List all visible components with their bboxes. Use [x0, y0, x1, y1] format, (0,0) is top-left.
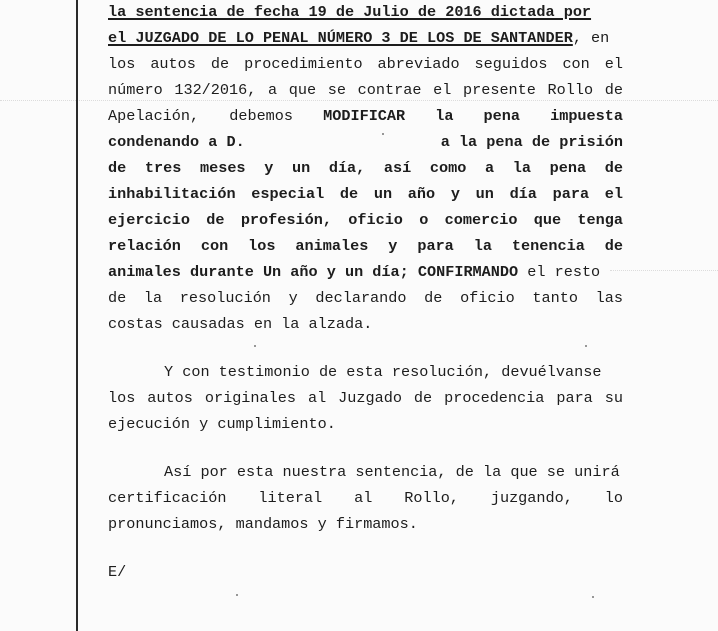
- ruling-line-text: la sentencia de fecha 19 de Julio de 2016 dictada por: [108, 3, 592, 21]
- ruling-line: [108, 461, 623, 483]
- ruling-line-text: pronunciamos, mandamos y firmamos.: [108, 515, 418, 533]
- scan-artifact-line: [610, 270, 718, 271]
- ruling-line-text: los autos originales al Juzgado de procedencia para su: [108, 389, 623, 407]
- ruling-line-text: ejercicio de profesión, oficio o comercio que tenga: [108, 211, 623, 229]
- ruling-line: [108, 131, 623, 153]
- ruling-line: [108, 287, 623, 309]
- court-name: el JUZGADO DE LO PENAL NÚMERO 3 DE LOS DE SANTANDER: [108, 29, 573, 47]
- ruling-line: [108, 209, 623, 231]
- ruling-line-text: ejecución y cumplimiento.: [108, 415, 336, 433]
- ruling-line: [108, 53, 623, 75]
- ruling-line-text: a la pena de prisión: [440, 133, 623, 151]
- signature-mark-text: E/: [108, 563, 127, 581]
- ruling-line-text: los autos de procedimiento abreviado seguidos con el: [108, 55, 623, 73]
- scan-speck: [585, 345, 587, 347]
- ruling-line-text: costas causadas en la alzada.: [108, 315, 373, 333]
- ruling-line: [108, 313, 623, 335]
- ruling-line-text: Y con testimonio de esta resolución, devuélvanse: [164, 363, 602, 381]
- ruling-line-text: condenando a D.: [108, 133, 245, 151]
- ruling-line-text: , en: [572, 29, 610, 47]
- ruling-line: [108, 157, 623, 179]
- ruling-line-text: animales durante Un año y un día; CONFIRMANDO: [108, 263, 519, 281]
- ruling-line: [108, 105, 623, 127]
- ruling-line-text: relación con los animales y para la tenencia de: [108, 237, 623, 255]
- ruling-line: [108, 513, 623, 535]
- ruling-line-text: inhabilitación especial de un año y un día para el: [108, 185, 623, 203]
- ruling-line-text: MODIFICAR la pena impuesta: [323, 107, 623, 125]
- ruling-line-text: de la resolución y declarando de oficio tanto las: [108, 289, 623, 307]
- ruling-line: [108, 387, 623, 409]
- ruling-line-text: número 132/2016, a que se contrae el presente Rollo de: [108, 81, 623, 99]
- signature-mark: [108, 561, 623, 583]
- ruling-line: [108, 487, 623, 509]
- ruling-line: [108, 261, 623, 283]
- ruling-line: [108, 183, 623, 205]
- ruling-line-text: de tres meses y un día, así como a la pena de: [108, 159, 623, 177]
- ruling-line: [108, 1, 623, 23]
- scan-speck: [254, 345, 256, 347]
- left-margin-rule: [76, 0, 78, 631]
- ruling-line: [108, 27, 623, 49]
- ruling-line: [108, 79, 623, 101]
- ruling-line: [108, 361, 623, 383]
- ruling-line-text: Así por esta nuestra sentencia, de la que se unirá: [164, 463, 620, 481]
- ruling-line-text: el resto: [518, 263, 601, 281]
- ruling-line: [108, 235, 623, 257]
- ruling-line-text: certificación literal al Rollo, juzgando, lo: [108, 489, 623, 507]
- scan-speck: [236, 594, 238, 596]
- ruling-line: [108, 413, 623, 435]
- ruling-line-text: Apelación, debemos: [108, 107, 324, 125]
- scan-speck: [592, 596, 594, 598]
